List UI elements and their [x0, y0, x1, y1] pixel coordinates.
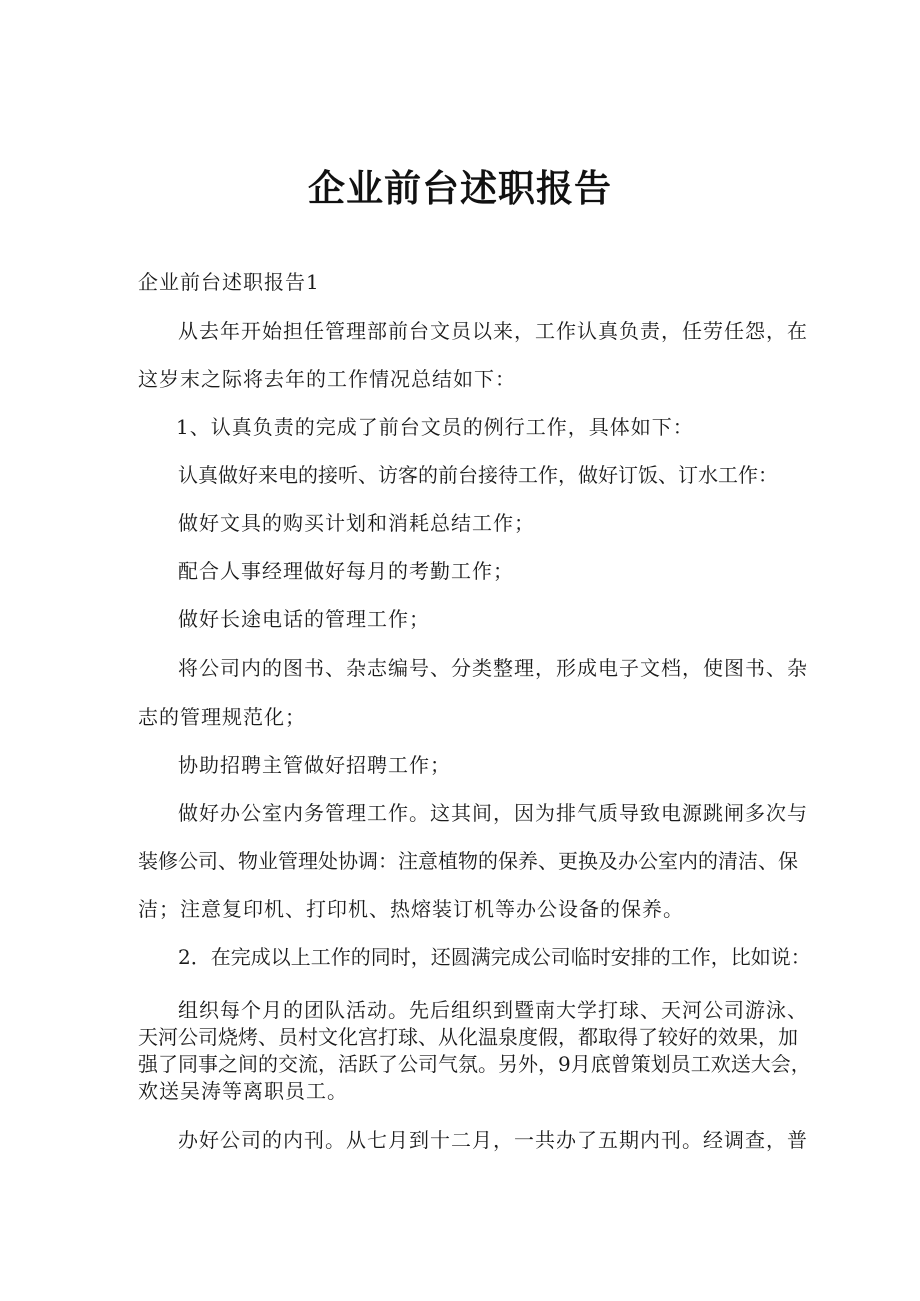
list-item: 做好文具的购买计划和消耗总结工作； — [178, 511, 535, 535]
paragraph-line: 强了同事之间的交流，活跃了公司气氛。另外，9月底曾策划员工欢送大会， — [138, 1052, 811, 1076]
list-item: 2．在完成以上工作的同时，还圆满完成公司临时安排的工作，比如说： — [178, 945, 811, 969]
paragraph-line: 欢送吴涛等离职员工。 — [138, 1079, 348, 1103]
paragraph-line: 组织每个月的团队活动。先后组织到暨南大学打球、天河公司游泳、 — [178, 998, 808, 1022]
paragraph-line: 天河公司烧烤、员村文化宫打球、从化温泉度假，都取得了较好的效果，加 — [138, 1025, 798, 1049]
list-item: 配合人事经理做好每月的考勤工作； — [178, 559, 514, 583]
document-title: 企业前台述职报告 — [308, 167, 612, 210]
paragraph-line: 将公司内的图书、杂志编号、分类整理，形成电子文档，使图书、杂 — [178, 656, 808, 680]
paragraph-line: 装修公司、物业管理处协调：注意植物的保养、更换及办公室内的清洁、保 — [138, 849, 798, 873]
paragraph-line: 办好公司的内刊。从七月到十二月，一共办了五期内刊。经调查，普 — [178, 1128, 808, 1152]
list-item: 做好长途电话的管理工作； — [178, 607, 430, 631]
list-item: 认真做好来电的接听、访客的前台接待工作，做好订饭、订水工作： — [178, 463, 778, 487]
paragraph-line: 这岁末之际将去年的工作情况总结如下： — [138, 367, 516, 391]
paragraph-line: 志的管理规范化； — [138, 705, 306, 729]
paragraph-line: 从去年开始担任管理部前台文员以来，工作认真负责，任劳任怨，在 — [178, 319, 808, 343]
paragraph-line: 做好办公室内务管理工作。这其间，因为排气质导致电源跳闸多次与 — [178, 801, 808, 825]
list-item: 1、认真负责的完成了前台文员的例行工作，具体如下： — [176, 415, 694, 439]
section-heading: 企业前台述职报告1 — [138, 270, 320, 294]
paragraph-line: 洁；注意复印机、打印机、热熔装订机等办公设备的保养。 — [138, 897, 684, 921]
list-item: 协助招聘主管做好招聘工作； — [178, 753, 451, 777]
